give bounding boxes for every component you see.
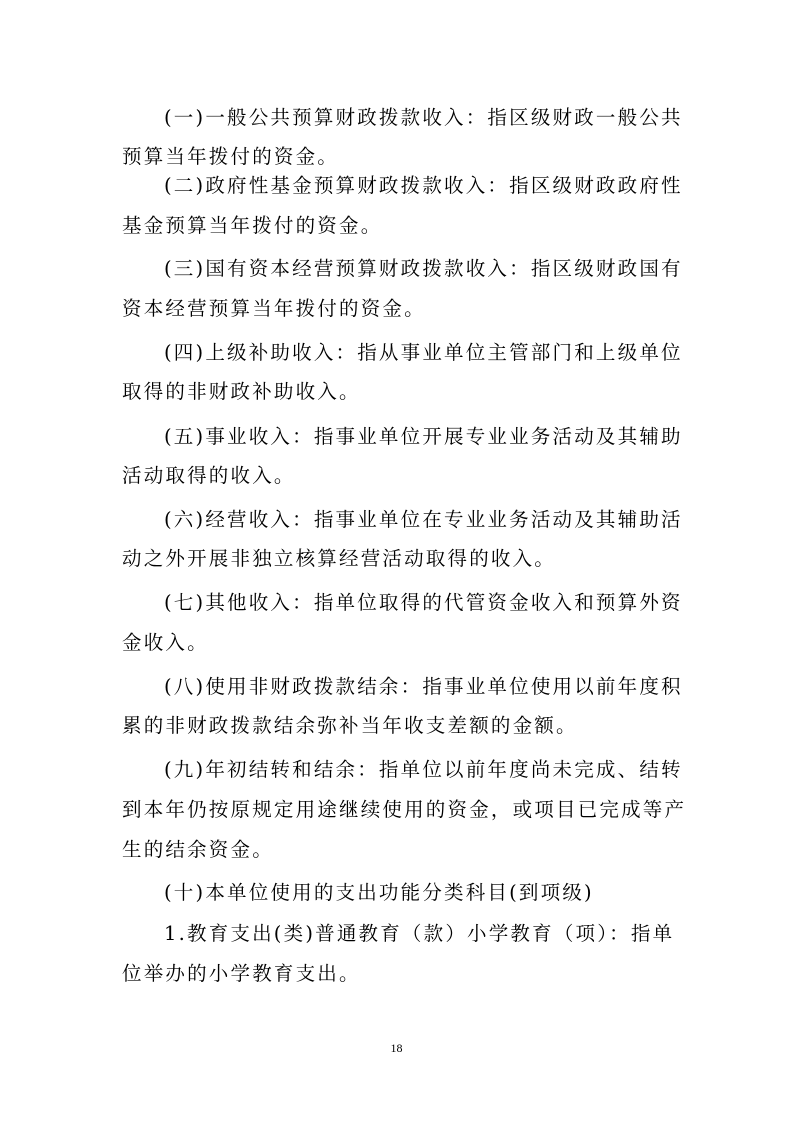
text-line: 位举办的小学教育支出。 xyxy=(122,962,361,985)
text-line: 到本年仍按原规定用途继续使用的资金，或项目已完成等产 xyxy=(122,798,687,821)
text-line: (三)国有资本经营预算财政拨款收入：指区级财政国有 xyxy=(164,257,683,280)
text-line: 生的结余资金。 xyxy=(122,838,274,861)
text-line: 预算当年拨付的资金。 xyxy=(122,145,340,168)
text-line: (六)经营收入：指事业单位在专业业务活动及其辅助活 xyxy=(164,508,683,531)
text-line: (七)其他收入：指单位取得的代管资金收入和预算外资 xyxy=(164,591,683,614)
text-line: 取得的非财政补助收入。 xyxy=(122,380,361,403)
text-line: 累的非财政拨款结余弥补当年收支差额的金额。 xyxy=(122,714,578,737)
text-line: (一)一般公共预算财政拨款收入：指区级财政一般公共 xyxy=(164,106,683,129)
text-line: (九)年初结转和结余：指单位以前年度尚未完成、结转 xyxy=(164,758,683,781)
text-line: (二)政府性基金预算财政拨款收入：指区级财政政府性 xyxy=(164,174,683,197)
text-line: (八)使用非财政拨款结余：指事业单位使用以前年度积 xyxy=(164,675,683,698)
text-line: 1.教育支出(类)普通教育（款）小学教育（项）：指单 xyxy=(164,922,675,945)
text-line: (十)本单位使用的支出功能分类科目(到项级) xyxy=(164,881,594,904)
text-line: (四)上级补助收入：指从事业单位主管部门和上级单位 xyxy=(164,341,683,364)
text-line: (五)事业收入：指事业单位开展专业业务活动及其辅助 xyxy=(164,425,683,448)
page-number: 18 xyxy=(390,1041,403,1055)
text-line: 基金预算当年拨付的资金。 xyxy=(122,214,383,237)
text-line: 资本经营预算当年拨付的资金。 xyxy=(122,297,426,320)
text-line: 动之外开展非独立核算经营活动取得的收入。 xyxy=(122,547,557,570)
text-line: 金收入。 xyxy=(122,631,209,654)
text-line: 活动取得的收入。 xyxy=(122,464,296,487)
